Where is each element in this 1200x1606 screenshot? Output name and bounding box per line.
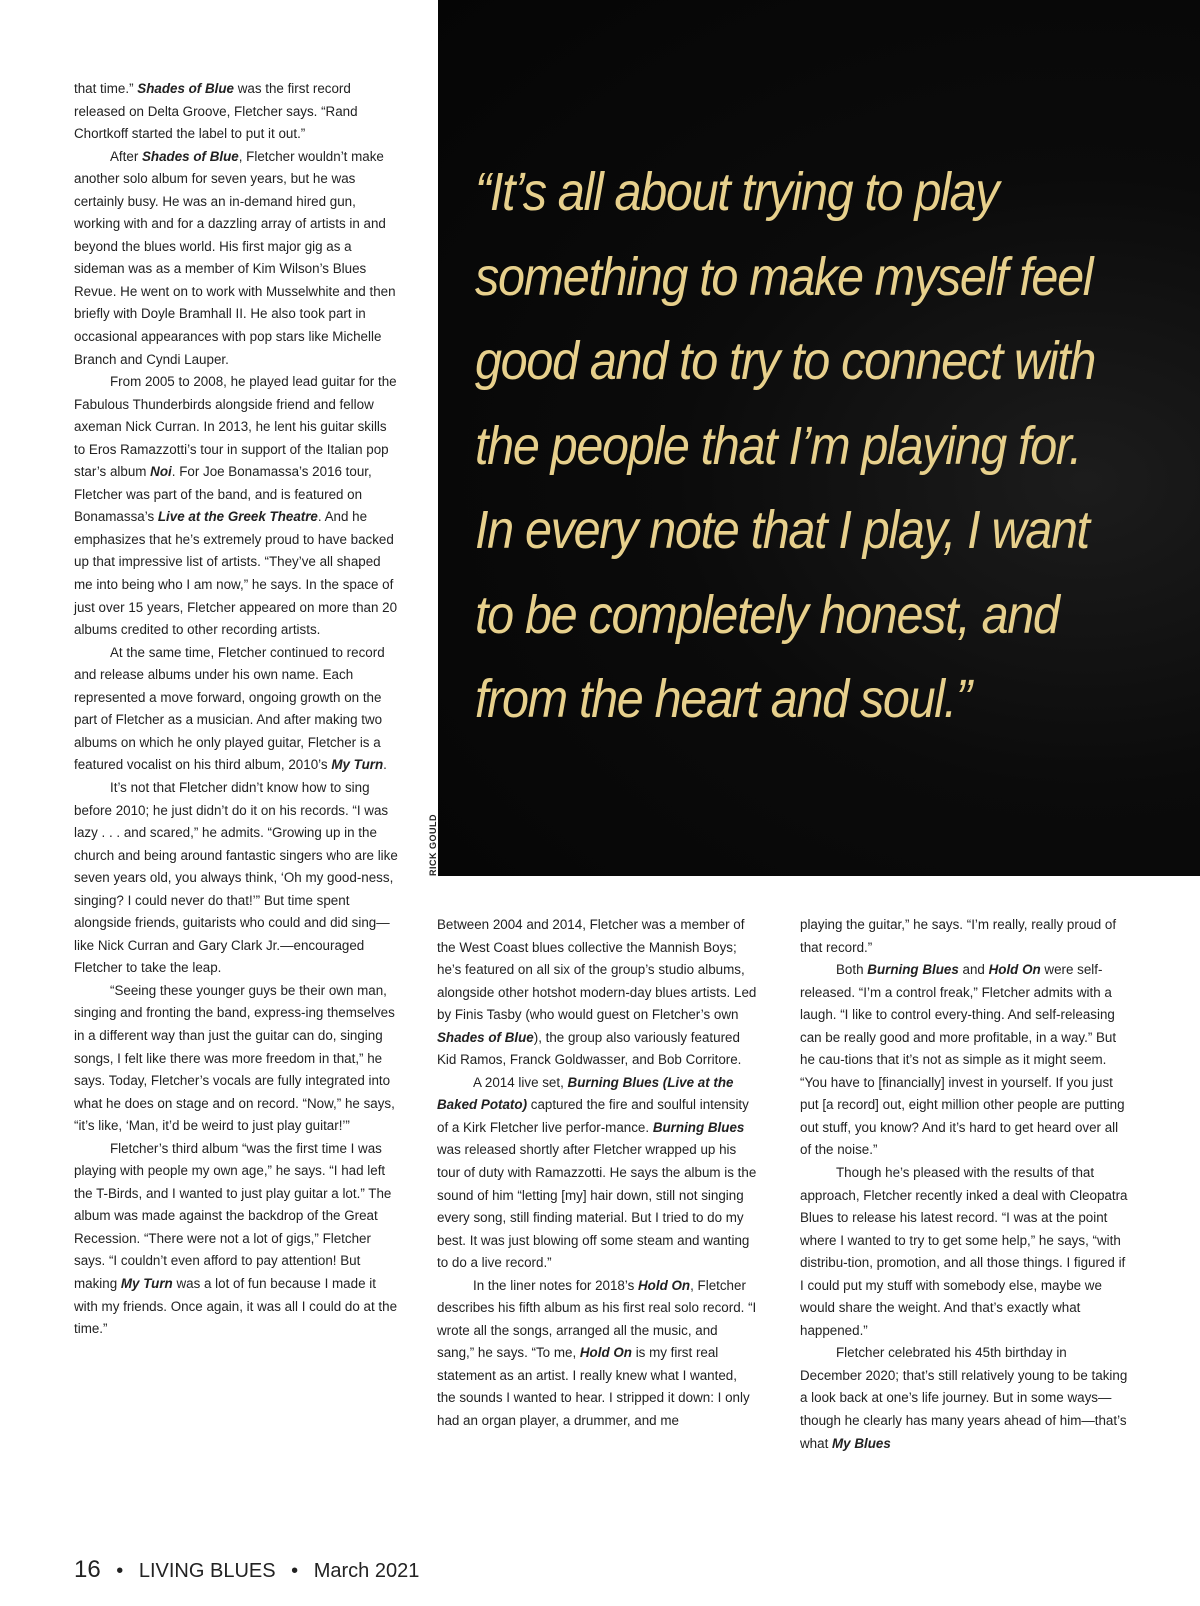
pullquote-photo-panel — [438, 0, 1200, 876]
body-paragraph — [800, 1342, 1128, 1455]
text-run: Though he’s pleased with the results of that approach, Fletcher recently inked a deal with Cleopatra Blues to release his latest record. “I was at the point where I wanted to try to get some help,” he says, “with distribu-tion, promotion, and all those things. I figured if I could put my stuff with somebody else, maybe we would share the weight. And that’s exactly what happened.” — [800, 1165, 1128, 1338]
title-emphasis: Burning Blues — [652, 1119, 745, 1135]
article-column-right — [800, 914, 1128, 1455]
title-emphasis: My Blues — [832, 1435, 891, 1451]
text-run: In the liner notes for 2018’s — [473, 1277, 639, 1293]
body-paragraph — [800, 914, 1128, 959]
photo-credit: RICK GOULD — [428, 814, 438, 876]
body-paragraph — [800, 1162, 1128, 1342]
text-run: is my first real statement as an artist. I really knew what I wanted, the sounds I wanted to hear. I stripped it down: I only had an organ player, a drummer, and me — [437, 1345, 750, 1429]
issue-date: March 2021 — [313, 1560, 420, 1582]
page-footer — [74, 1556, 419, 1584]
text-run: . For Joe Bonamassa’s 2016 tour, Fletcher was part of the band, and is featured on Bonamassa’s — [74, 464, 372, 525]
text-run: were self-released. “I’m a control freak,” Fletcher admits with a laugh. “I like to control every-thing. And self-releasing can be really good and more profitable, in a way.” But he cau-tions that it’s not as simple as it might seem. “You have to [financially] invest in yourself. If you just put [a record] out, eight million other people are putting out stuff, you know? And it’s hard to get heard over all of the noise.” — [800, 962, 1125, 1158]
text-run: Both — [836, 962, 868, 978]
title-emphasis: My Turn — [331, 757, 384, 773]
title-emphasis: Burning Blues — [867, 962, 959, 978]
text-run: After — [110, 148, 142, 164]
title-emphasis: Shades of Blue — [142, 148, 239, 164]
title-emphasis: Hold On — [988, 962, 1041, 978]
title-emphasis: Shades of Blue — [437, 1029, 534, 1045]
body-paragraph — [74, 146, 400, 371]
text-run: , Fletcher wouldn’t make another solo album for seven years, but he was certainly busy. He was an in-demand hired gun, working with and for a dazzling array of artists in and beyond the blues world. His first major gig as a sideman was as a member of Kim Wilson’s Blues Revue. He went on to work with Musselwhite and then briefly with Doyle Bramhall II. He also took part in occasional appearances with pop stars like Michelle Branch and Cyndi Lauper. — [74, 148, 396, 367]
footer-separator: • — [291, 1560, 299, 1582]
text-run: ), the group also variously featured Kid Ramos, Franck Goldwasser, and Bob Corritore. — [437, 1029, 742, 1068]
text-run: , Fletcher describes his fifth album as his first real solo record. “I wrote all the songs, arranged all the music, and sang,” he says. “To me, — [437, 1277, 757, 1361]
article-column-middle — [437, 914, 757, 1433]
title-emphasis: Noi — [150, 464, 172, 480]
text-run: Fletcher celebrated his 45th birthday in December 2020; that’s still relatively young to be taking a look back at one’s life journey. But in some ways—though he clearly has many years ahead of him—that’s what — [800, 1345, 1128, 1451]
body-paragraph — [74, 1138, 400, 1341]
title-emphasis: Shades of Blue — [137, 81, 234, 96]
body-paragraph — [74, 777, 400, 980]
footer-separator: • — [116, 1560, 124, 1582]
body-paragraph — [74, 642, 400, 777]
body-paragraph — [74, 78, 400, 146]
text-run: From 2005 to 2008, he played lead guitar for the Fabulous Thunderbirds alongside friend and fellow axeman Nick Curran. In 2013, he lent his guitar skills to Eros Ramazzotti’s tour in support of the Italian pop star’s album — [74, 374, 397, 480]
body-paragraph — [437, 1275, 757, 1433]
text-run: captured the fire and soulful intensity of a Kirk Fletcher live perfor-mance. — [437, 1097, 749, 1135]
article-column-left — [74, 78, 400, 1341]
body-paragraph — [437, 1072, 757, 1275]
text-run: A 2014 live set, — [473, 1074, 568, 1090]
text-run: Between 2004 and 2014, Fletcher was a member of the West Coast blues collective the Mannish Boys; he’s featured on all six of the group’s studio albums, alongside other hotshot modern-day blues artists. Led by Finis Tasby (who would guest on Fletcher’s own — [437, 917, 757, 1023]
text-run: It’s not that Fletcher didn’t know how to sing before 2010; he just didn’t do it on his records. “I was lazy . . . and scared,” he admits. “Growing up in the church and being around fantastic singers who are like seven years old, you always think, ‘Oh my good-ness, singing? I could never do that!’” But time spent alongside friends, guitarists who could and did sing—like Nick Curran and Gary Clark Jr.—encouraged Fletcher to take the leap. — [74, 779, 398, 976]
text-run: and — [958, 962, 989, 978]
text-run: that time.” — [74, 81, 138, 96]
body-paragraph — [800, 959, 1128, 1162]
title-emphasis: Burning Blues (Live at the Baked Potato) — [437, 1074, 734, 1113]
text-run: was a lot of fun because I made it with my friends. Once again, it was all I could do at the time.” — [74, 1275, 398, 1337]
text-run: “Seeing these younger guys be their own man, singing and fronting the band, express-ing themselves in a different way than just the guitar can do, singing songs, I felt like there was more freedom in that,” he says. Today, Fletcher’s vocals are fully integrated into what he does on stage and on record. “Now,” he says, “it’s like, ‘Man, it’d be weird to just play guitar!’” — [74, 982, 395, 1134]
text-run: playing the guitar,” he says. “I’m really, really proud of that record.” — [800, 917, 1117, 955]
title-emphasis: Hold On — [579, 1345, 632, 1361]
text-run: was released shortly after Fletcher wrapped up his tour of duty with Ramazzotti. He says the album is the sound of him “letting [my] hair down, still not singing every song, still finding material. But I tried to do my best. It was just blowing off some steam and wanting to do a live record.” — [437, 1142, 757, 1271]
text-run: . And he emphasizes that he’s extremely proud to have backed up that impressive list of artists. “They’ve all shaped me into being who I am now,” he says. In the space of just over 15 years, Fletcher appeared on more than 20 albums credited to other recording artists. — [74, 509, 398, 638]
page-number: 16 — [74, 1556, 101, 1583]
magazine-name: LIVING BLUES — [138, 1560, 276, 1582]
body-paragraph — [74, 371, 400, 642]
text-run: At the same time, Fletcher continued to record and release albums under his own name. Each represented a move forward, ongoing growth on the part of Fletcher as a musician. And after making two albums on which he only played guitar, Fletcher is a featured vocalist on his third album, 2010’s — [74, 644, 385, 773]
title-emphasis: Live at the Greek Theatre — [157, 509, 318, 525]
title-emphasis: Hold On — [638, 1277, 691, 1293]
text-run: Fletcher’s third album “was the first time I was playing with people my own age,” he says. “I had left the T-Birds, and I wanted to just play guitar a lot.” The album was made against the backdrop of the Great Recession. “There were not a lot of gigs,” Fletcher says. “I couldn’t even afford to pay attention! But making — [74, 1140, 392, 1291]
body-paragraph — [74, 980, 400, 1138]
text-run: was the first record released on Delta Groove, Fletcher says. “Rand Chortkoff started the label to put it out.” — [74, 81, 358, 142]
body-paragraph — [437, 914, 757, 1072]
pullquote-text: “It’s all about trying to play something to make myself feel good and to try to connect with the people that I’m playing for. In every note that I play, I want to be completely honest, and from the heart and soul.” — [475, 162, 1096, 729]
text-run: . — [383, 757, 387, 773]
title-emphasis: My Turn — [120, 1275, 173, 1291]
